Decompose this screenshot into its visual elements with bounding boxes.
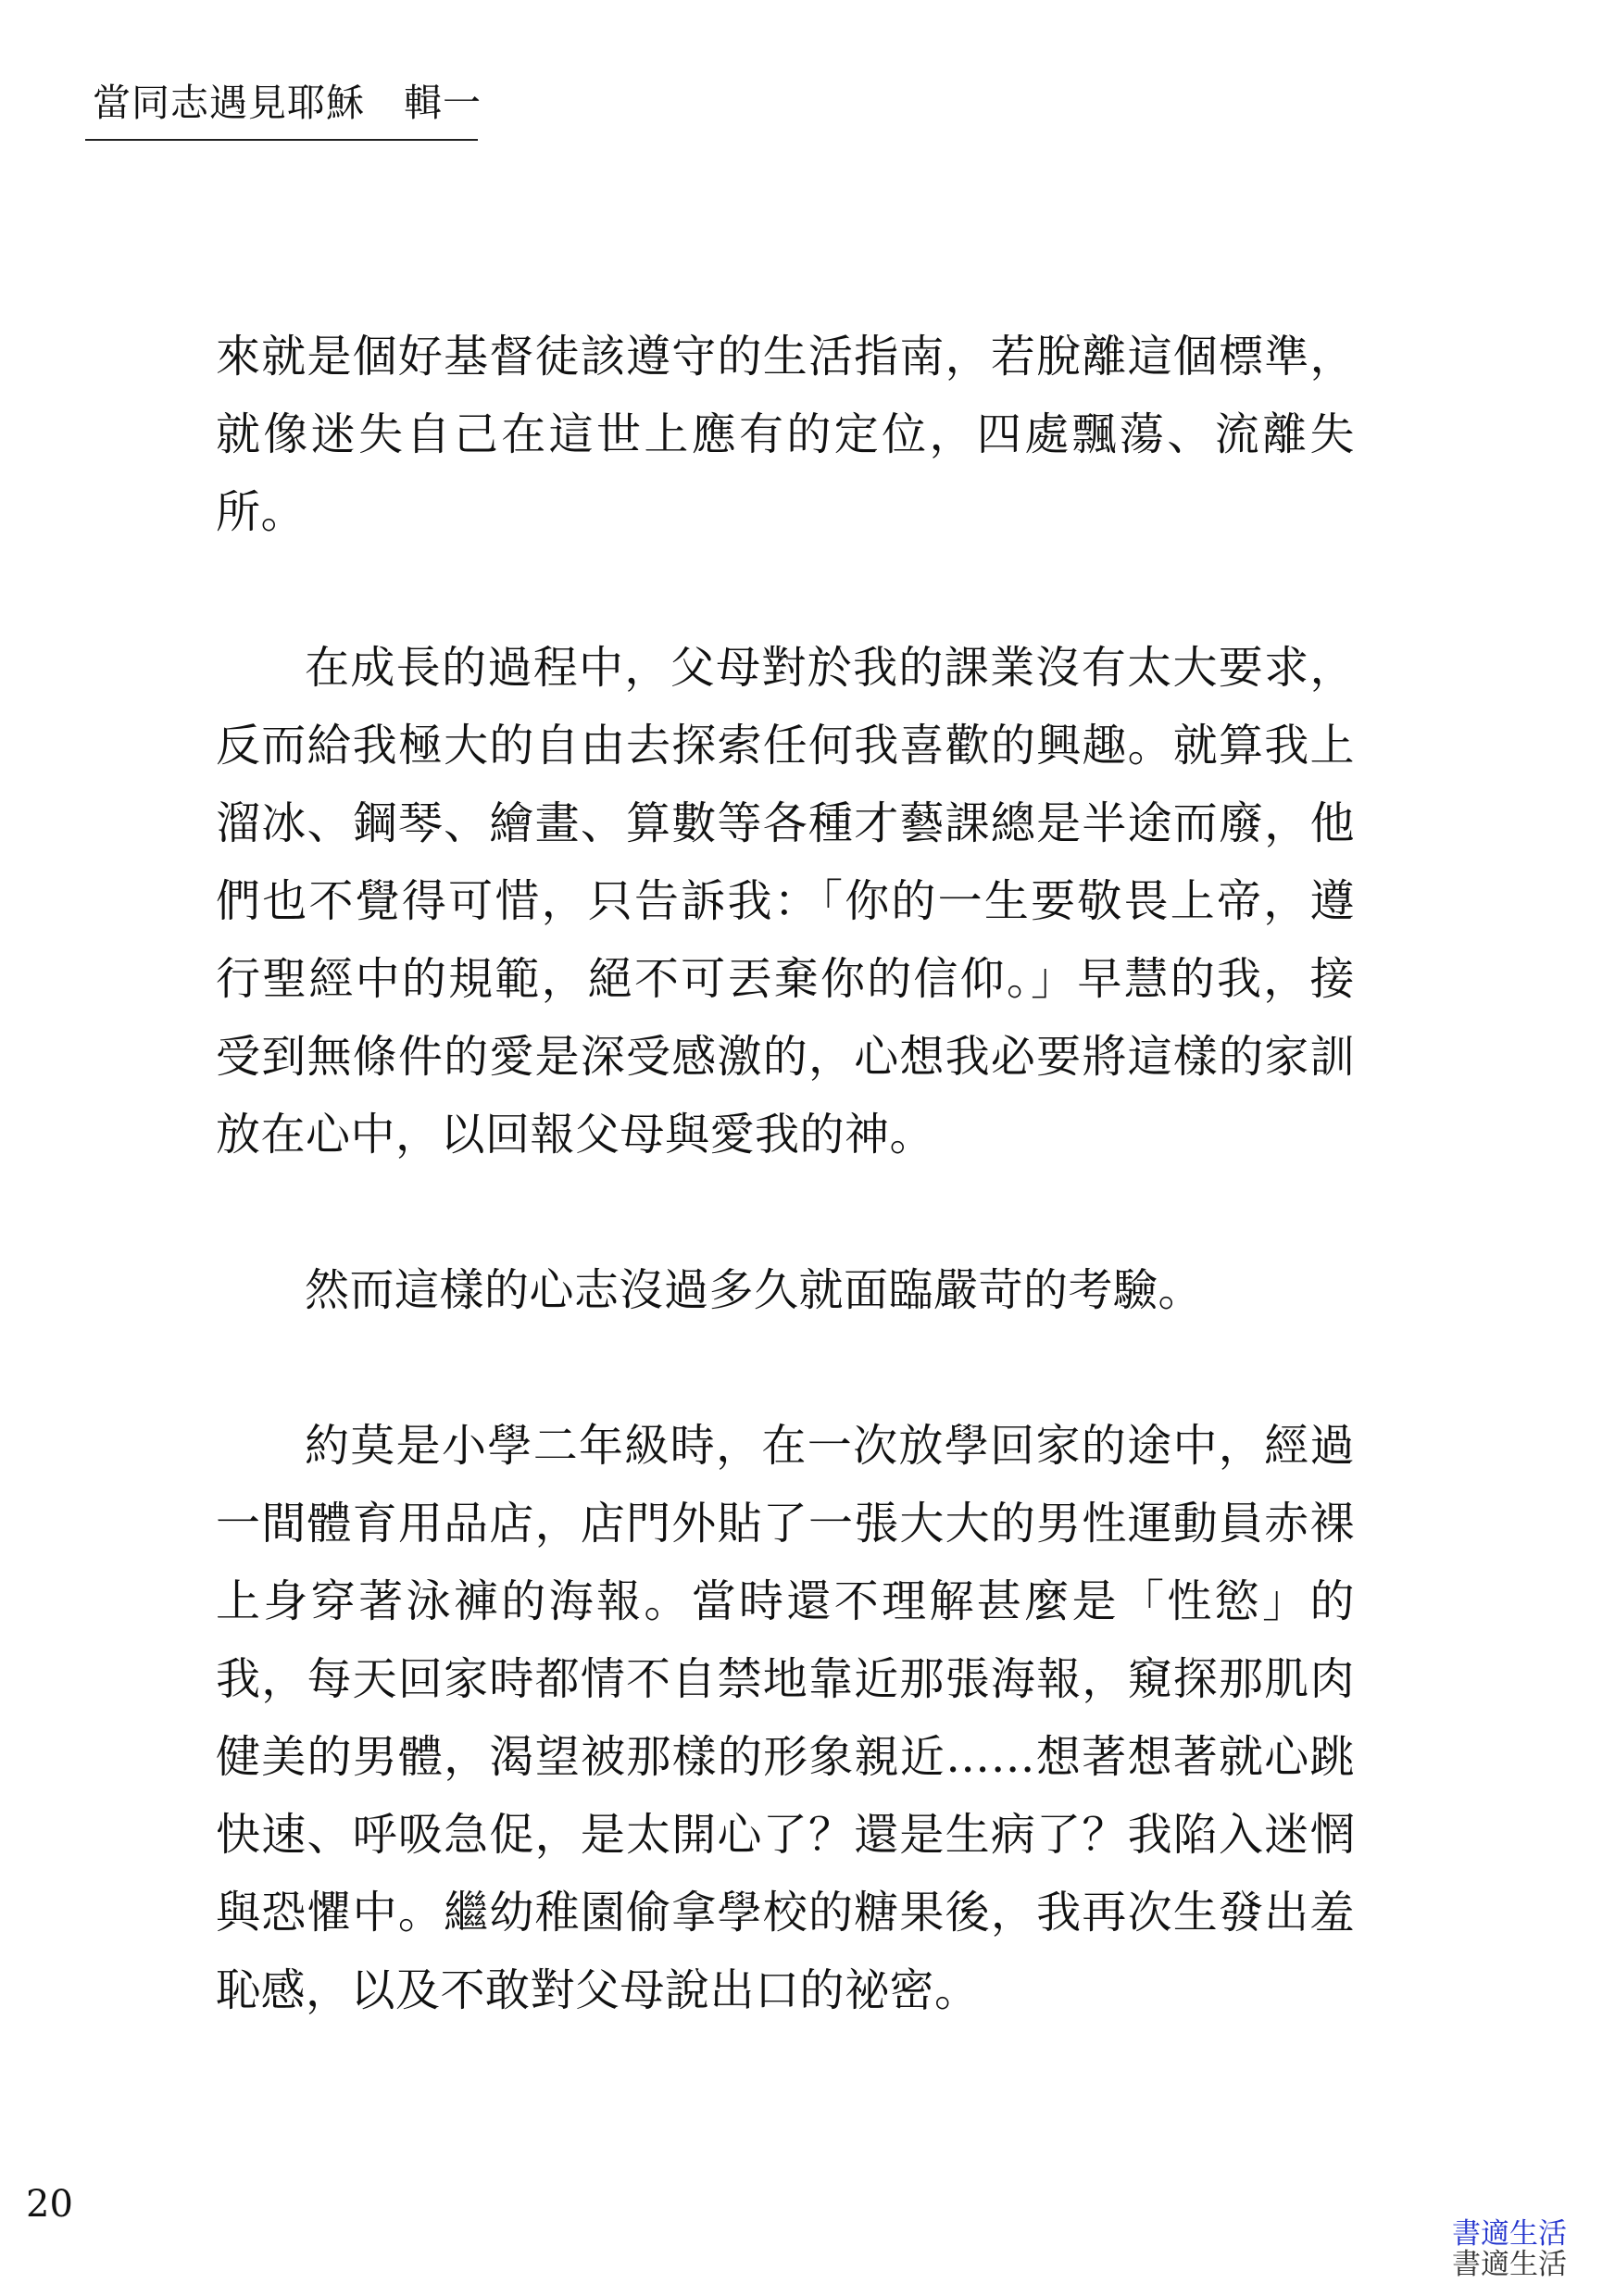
body-text [216,318,1355,2029]
watermark-line-2: 書適生活 [1452,2248,1567,2281]
running-header-title: 當同志遇見耶穌 輯一 [93,81,482,125]
running-header [85,74,482,141]
watermark-line-1: 書適生活 [1452,2217,1567,2251]
watermark [1452,2219,1567,2280]
paragraph-4: 約莫是小學二年級時，在一次放學回家的途中，經過一間體育用品店，店門外貼了一張大大的男性運動員赤裸上身穿著泳褲的海報。當時還不理解甚麼是「性慾」的我，每天回家時都情不自禁地靠近那張海報，窺探那肌肉健美的男體，渴望被那樣的形象親近……想著想著就心跳快速、呼吸急促，是太開心了？還是生病了？我陷入迷惘與恐懼中。繼幼稚園偷拿學校的糖果後，我再次生發出羞恥感，以及不敢對父母說出口的祕密。 [216,1420,1355,2016]
paragraph-3: 然而這樣的心志沒過多久就面臨嚴苛的考驗。 [305,1264,1204,1316]
paragraph-2: 在成長的過程中，父母對於我的課業沒有太大要求，反而給我極大的自由去探索任何我喜歡的興趣。就算我上溜冰、鋼琴、繪畫、算數等各種才藝課總是半途而廢，他們也不覺得可惜，只告訴我：「你的一生要敬畏上帝，遵行聖經中的規範，絕不可丟棄你的信仰。」早慧的我，接受到無條件的愛是深受感激的，心想我必要將這樣的家訓放在心中，以回報父母與愛我的神。 [216,642,1355,1161]
paragraph-1: 來就是個好基督徒該遵守的生活指南，若脫離這個標準，就像迷失自己在這世上應有的定位，四處飄蕩、流離失所。 [216,331,1355,538]
page-number: 20 [26,2183,73,2226]
